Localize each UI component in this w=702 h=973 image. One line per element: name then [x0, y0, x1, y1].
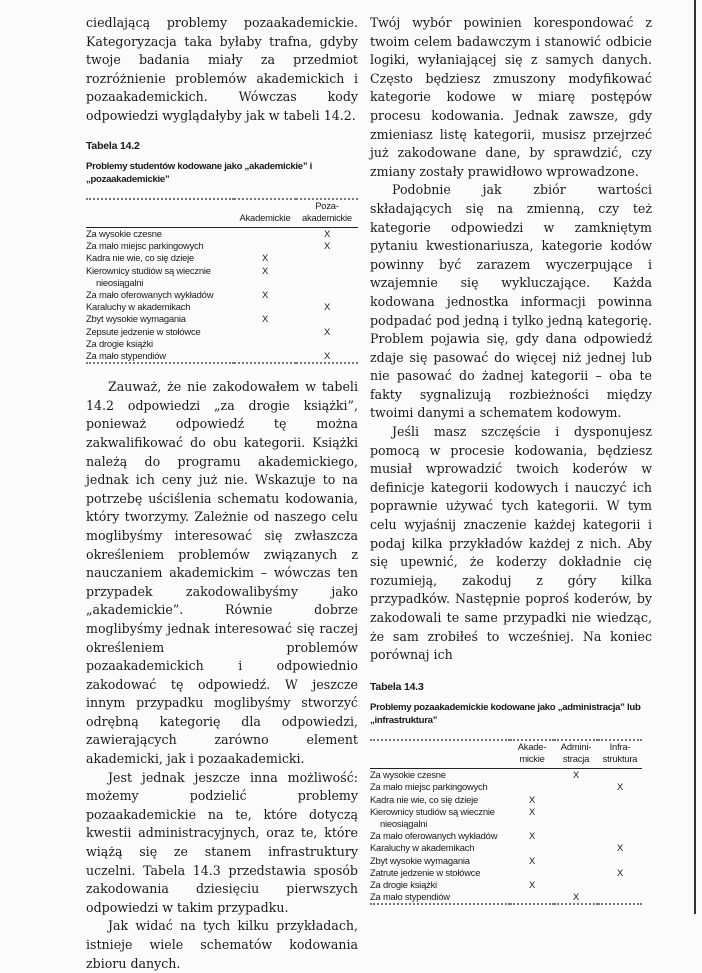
row-label: Za mało stypendiów: [86, 350, 166, 361]
table-row: [86, 265, 358, 289]
code-mark: [598, 830, 642, 842]
code-mark: [234, 301, 296, 313]
paragraph: Jeśli masz szczęście i dysponujesz pomocą w procesie kodowania, będziesz musiał wprowadzić twoich koderów w definicje kategorii kodowych i nauczyć ich poprawnie używać tych kategorii. W tym celu wyjaśnij znaczenie każdej kategorii i podaj kilka przykładów każdej z nich. Aby się upewnić, że koderzy dokładnie cię rozumieją, zakoduj z góry kilka przypadków. Następnie poproś koderów, by zakodowali te same przypadki nie wiedząc, że sam zrobiłeś to wcześniej. Na koniec porównaj ich: [370, 424, 652, 663]
code-mark: [554, 794, 598, 806]
code-mark: [234, 227, 296, 240]
code-mark: [598, 794, 642, 806]
table-header-row: [370, 740, 642, 768]
code-mark: [598, 769, 642, 782]
code-mark: [296, 289, 358, 301]
row-label: Karaluchy w akademikach: [370, 842, 475, 854]
code-mark: X: [528, 793, 536, 805]
table-caption: Tabela 14.2: [86, 139, 140, 152]
table-row: [86, 289, 358, 301]
paragraph: Twój wybór powinien korespondować z twoim celem badawczym i stanowić odbicie logiki, wyłaniającej się z samych danych. Często będziesz zmuszony modyfikować kategorie kodowe w miarę postępów procesu kodowania. Jednak zawsze, gdy zmieniasz listę kategorii, musisz przejrzeć już zakodowane dane, by sprawdzić, czy zmiany zostały prawidłowo wprowadzone.: [370, 15, 652, 179]
table-row: [370, 830, 642, 842]
table-row: [370, 879, 642, 891]
row-label: Za drogie książki: [86, 337, 153, 349]
row-label: Za mało oferowanych wykładów: [86, 288, 214, 300]
code-mark: [234, 338, 296, 350]
code-mark: X: [261, 313, 269, 325]
left-column: [86, 14, 358, 973]
table-row: [370, 794, 642, 806]
code-mark: X: [616, 842, 624, 854]
table-row: [86, 301, 358, 313]
code-mark: X: [528, 854, 536, 866]
paragraph: Zauważ, że nie zakodowałem w tabeli 14.2 odpowiedzi „za drogie książki”, ponieważ odpowiedź tę można zakwalifikować do obu kategorii. Książki należą do programu akademickiego, jednak ich ceny już nie. Wskazuje to na potrzebę uściślenia schematu kodowania, który tworzymy. Zależnie od naszego celu moglibyśmy interesować się zwłaszcza określeniem problemów związanych z nauczaniem akademickim – wówczas ten przypadek zakodowalibyśmy jako „akademickie”. Równie dobrze moglibyśmy jednak interesować się raczej określeniem problemów pozaakademickich i odpowiednio zakodować tę odpowiedź. W jeszcze innym przypadku moglibyśmy stworzyć odrębną kategorię dla odpowiedzi, zawierających zarówno element akademicki, jak i pozaakademicki.: [86, 379, 358, 767]
table-row: [370, 781, 642, 793]
table-row: [370, 806, 642, 830]
table-description: Problemy studentów kodowane jako „akademickie” i „pozaakademickie”: [86, 160, 313, 185]
table-row: [86, 313, 358, 325]
table-caption: Tabela 14.3: [370, 680, 424, 693]
code-mark: X: [323, 227, 331, 239]
code-mark: X: [528, 879, 536, 891]
code-mark: [510, 781, 554, 793]
table-row: [370, 769, 642, 782]
row-label: Zbyt wysokie wymagania: [86, 313, 186, 325]
paragraph: Podobnie jak zbiór wartości składających się na zmienną, czy też kategorie odpowiedzi w zamkniętym pytaniu kwestionariusza, kategorie kodów powinny być zarazem wyczerpujące i wzajemnie się wykluczające. Każda kodowana jednostka informacji powinna podpadać pod jedną i tylko jedną kategorię. Problem pojawia się, gdy dana odpowiedź zdaje się pasować do więcej niż jednej lub nie pasować do żadnej kategorii – oba te fakty sygnalizują rozbieżności między twoimi danymi a schematem kodowym.: [370, 182, 652, 421]
code-mark: X: [261, 252, 269, 264]
row-label: Zepsute jedzenie w stołówce: [86, 325, 201, 337]
code-mark: X: [528, 830, 536, 842]
row-label: Za wysokie czesne: [370, 769, 446, 781]
row-label: Kierownicy studiów są wiecznie nieosiągalni: [86, 264, 211, 288]
code-mark: [234, 350, 296, 363]
code-mark: X: [323, 240, 331, 252]
code-mark: X: [261, 264, 269, 276]
code-mark: X: [572, 891, 580, 903]
code-mark: X: [261, 288, 269, 300]
code-mark: X: [616, 866, 624, 878]
right-column: [370, 14, 652, 905]
row-label: Karaluchy w akademikach: [86, 301, 191, 313]
code-mark: [296, 265, 358, 289]
code-mark: [510, 867, 554, 879]
code-mark: [296, 313, 358, 325]
code-mark: [598, 879, 642, 891]
table-row: [370, 891, 642, 904]
code-mark: [554, 806, 598, 830]
code-mark: [554, 842, 598, 854]
table-row: [86, 252, 358, 264]
paragraph: Jest jednak jeszcze inna możliwość: możemy podzielić problemy pozaakademickie na te, które dotyczą kwestii administracyjnych, oraz te, które wiążą się ze stanem infrastruktury uczelni. Tabela 14.3 przedstawia sposób zakodowania dziesięciu pierwszych odpowiedzi w takim przypadku.: [86, 769, 358, 915]
code-mark: [598, 855, 642, 867]
code-mark: [510, 769, 554, 782]
column-header: Poza-akademickie: [302, 199, 352, 223]
column-header: Akademickie: [239, 211, 291, 223]
code-mark: [510, 891, 554, 904]
table-header-row: [86, 199, 358, 227]
paragraph: ciedlającą problemy pozaakademickie. Kategoryzacja taka byłaby trafna, gdyby twoje badania miały za przedmiot rozróżnienie problemów akademickich i pozaakademickich. Wówczas kody odpowiedzi wyglądałyby jak w tabeli 14.2.: [86, 15, 358, 123]
table-row: [370, 842, 642, 854]
table-14-3: [370, 739, 642, 906]
code-mark: [296, 338, 358, 350]
row-label: Kierownicy studiów są wiecznie nieosiągalni: [370, 805, 495, 829]
row-label: Za wysokie czesne: [86, 227, 162, 239]
code-mark: X: [616, 781, 624, 793]
row-label: Za mało oferowanych wykładów: [370, 830, 498, 842]
row-label: Za mało miejsc parkingowych: [86, 240, 204, 252]
code-mark: X: [528, 805, 536, 817]
table-row: [86, 326, 358, 338]
row-label: Zbyt wysokie wymagania: [370, 854, 470, 866]
code-mark: [554, 879, 598, 891]
code-mark: X: [323, 301, 331, 313]
table-row: [86, 227, 358, 240]
table-description: Problemy pozaakademickie kodowane jako „administracja” lub „infrastruktura”: [370, 701, 641, 726]
paragraph: Jak widać na tych kilku przykładach, istnieje wiele schematów kodowania zbioru danych.: [86, 918, 358, 971]
code-mark: X: [572, 769, 580, 781]
code-mark: [554, 830, 598, 842]
code-mark: [234, 240, 296, 252]
page-edge-line: [694, 0, 696, 914]
table-row: [86, 338, 358, 350]
row-label: Kadra nie wie, co się dzieje: [370, 793, 479, 805]
table-row: [86, 350, 358, 363]
row-label: Kadra nie wie, co się dzieje: [86, 252, 195, 264]
row-label: Za drogie książki: [370, 879, 437, 891]
code-mark: [296, 252, 358, 264]
table-row: [86, 240, 358, 252]
row-label: Zatrute jedzenie w stołówce: [370, 866, 481, 878]
code-mark: [598, 891, 642, 904]
row-label: Za mało stypendiów: [370, 891, 450, 903]
code-mark: [598, 806, 642, 830]
table-row: [370, 867, 642, 879]
code-mark: X: [323, 350, 331, 361]
code-mark: [234, 326, 296, 338]
code-mark: [510, 842, 554, 854]
code-mark: [554, 855, 598, 867]
table-14-2: [86, 198, 358, 365]
column-header: Infra-struktura: [602, 740, 638, 764]
code-mark: X: [323, 325, 331, 337]
table-row: [370, 855, 642, 867]
column-header: Akade-mickie: [517, 740, 547, 764]
row-label: Za mało miejsc parkingowych: [370, 781, 488, 793]
code-mark: [554, 781, 598, 793]
code-mark: [554, 867, 598, 879]
column-header: Admini-stracja: [560, 740, 592, 764]
